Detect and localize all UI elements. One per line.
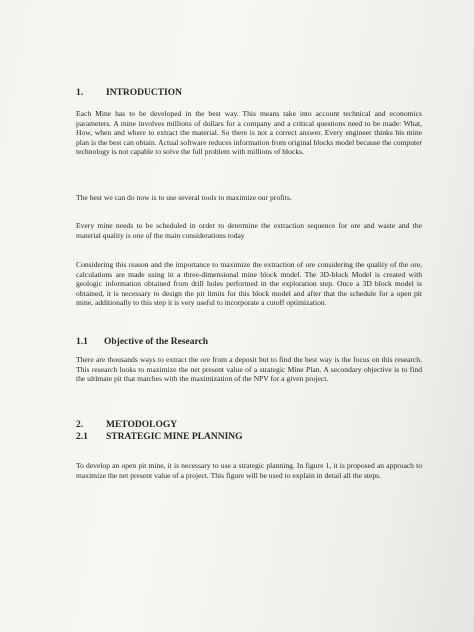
section-number: 2. bbox=[76, 420, 84, 430]
section-number: 1. bbox=[76, 88, 84, 98]
section-title: STRATEGIC MINE PLANNING bbox=[106, 432, 243, 442]
paragraph: To develop an open pit mine, it is necessary to use a strategic planning. In figure 1, it is proposed an approach to maximize the net present value of a project. This figure will be used to explain in detail all the steps. bbox=[76, 461, 422, 480]
paragraph: Each Mine has to be developed in the best way. This means take into account technical and economics parameters. A mine involves millions of dollars for a company and a critical questions need to be made: What, How, when and where to extract the material. So there is not a correct answer. Every engineer thinks his mine plan is the best can obtain. Actual software reduces information from original blocks model because the computer technology is not capable to solve the full problem with millions of blocks. bbox=[76, 109, 422, 156]
paragraph: There are thousands ways to extract the ore from a deposit but to find the best way is the focus on this research. This research looks to maximize the net present value of a strategic Mine Plan. A secondary objective is to find the ultimate pit that matches with the maximization of the NPV for a given project. bbox=[76, 355, 422, 383]
section-heading-strategic-mine-planning bbox=[76, 431, 243, 443]
section-heading-introduction bbox=[76, 87, 182, 99]
section-heading-methodology bbox=[76, 419, 177, 431]
section-heading-objective bbox=[76, 336, 208, 348]
section-title: METODOLOGY bbox=[106, 420, 178, 430]
paragraph: Every mine needs to be scheduled in order to determine the extraction sequence for ore and waste and the material quality is one of the main considerations today bbox=[76, 221, 422, 240]
section-number: 1.1 bbox=[76, 337, 88, 347]
section-number: 2.1 bbox=[76, 432, 88, 442]
paragraph: The best we can do now is to use several tools to maximize our profits. bbox=[76, 193, 292, 202]
section-title: INTRODUCTION bbox=[106, 88, 183, 98]
paragraph: Considering this reason and the importance to maximize the extraction of ore considering the quality of the ore, calculations are made using in a three-dimensional mine block model. The 3D-block Model is created with geologic information obtained from drill holes performed in the exploration step. Once a 3D block model is obtained, it is necessary to design the pit limits for this block model and after that the schedule for a open pit mine, additionally to this step it is very useful to incorporate a cutoff optimization. bbox=[76, 260, 422, 307]
section-title: Objective of the Research bbox=[104, 337, 209, 347]
